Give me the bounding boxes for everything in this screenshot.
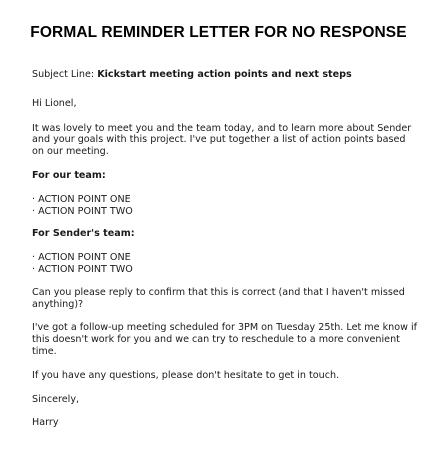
list-item: · ACTION POINT TWO: [32, 205, 133, 217]
greeting: Hi Lionel,: [32, 97, 77, 109]
our-team-heading: For our team:: [32, 169, 106, 181]
signature: Harry: [32, 417, 59, 429]
sender-team-heading: For Sender's team:: [32, 228, 135, 240]
list-item: · ACTION POINT ONE: [32, 252, 131, 264]
list-item: · ACTION POINT TWO: [32, 263, 133, 275]
list-item: · ACTION POINT ONE: [32, 193, 131, 205]
intro-paragraph: It was lovely to meet you and the team today, and to learn more about Sender and your goals with this project. I've put together a list of action points based on our meeting.: [32, 122, 412, 158]
letter-body: [32, 69, 420, 441]
subject-line: [32, 69, 420, 81]
subject-value: Kickstart meeting action points and next steps: [97, 69, 352, 80]
questions-paragraph: If you have any questions, please don't hesitate to get in touch.: [32, 369, 340, 381]
followup-paragraph: I've got a follow-up meeting scheduled for 3PM on Tuesday 25th. Let me know if this doesn't work for you and we can try to reschedule to a more convenient time.: [32, 322, 418, 357]
closing: Sincerely,: [32, 393, 80, 405]
subject-label: Subject Line:: [32, 69, 98, 80]
our-team-list: [32, 194, 420, 218]
letter-title: FORMAL REMINDER LETTER FOR NO RESPONSE: [30, 24, 407, 41]
sender-team-list: [32, 252, 420, 276]
confirm-paragraph: Can you please reply to confirm that this is correct (and that I haven't missed anything)?: [32, 286, 405, 310]
